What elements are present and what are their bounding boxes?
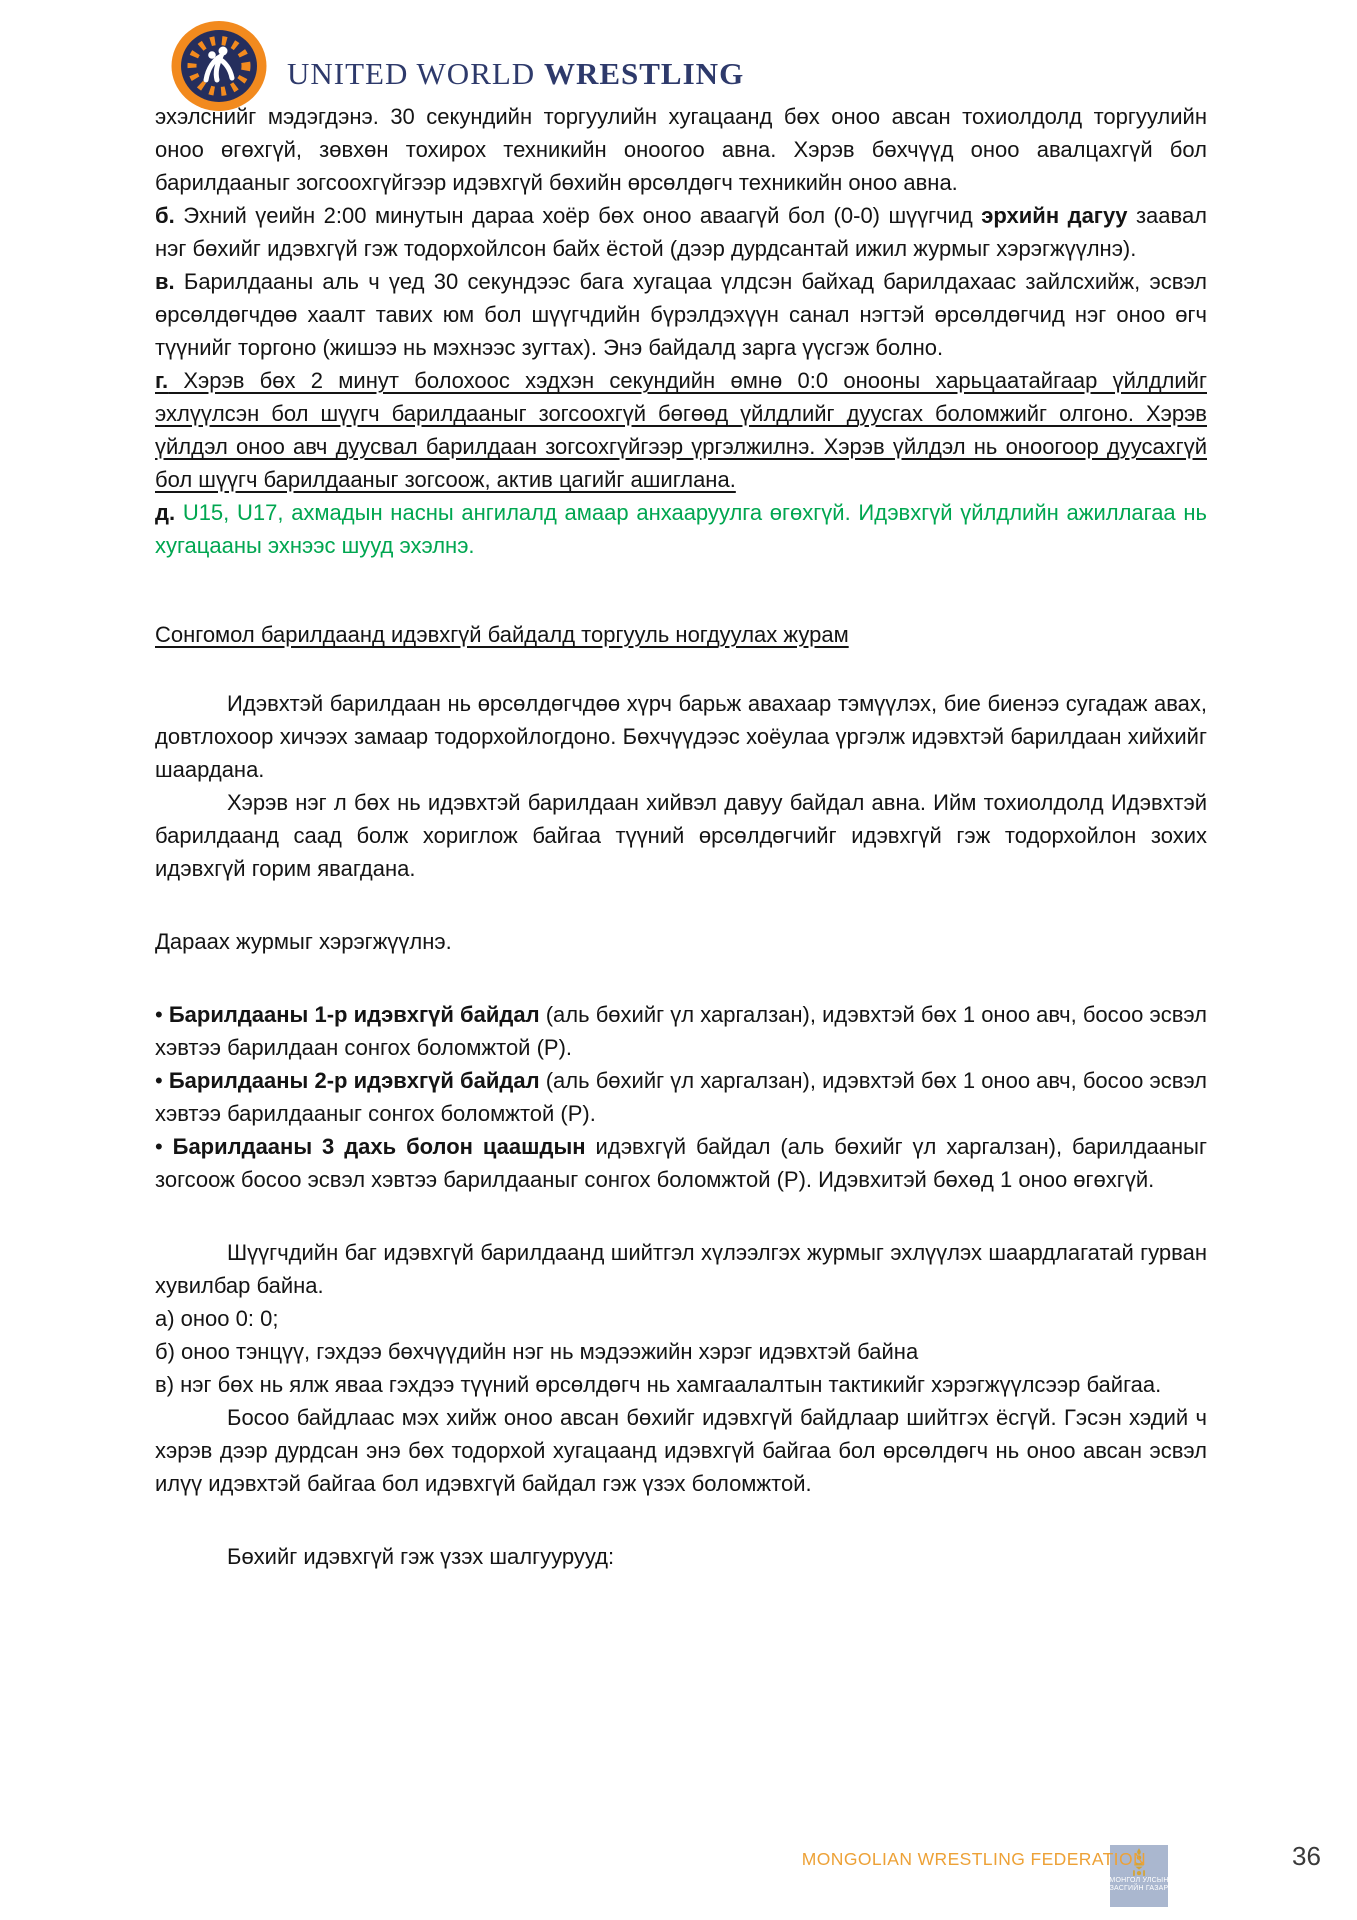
- paragraph-g: г. Хэрэв бөх 2 минут болохоос хэдхэн секундийн өмнө 0:0 онооны харьцаатайгаар үйлдлийг эхлүүлсэн бол шүүгч барилдааныг зогсоохгүй бөгөөд үйлдлийг дуусгах боломжийг олгоно. Хэрэв үйлдэл оноо авч дуусвал барилдаан зогсохгүйгээр үргэлжилнэ. Хэрэв үйлдэл нь оноогоор дуусахгүй бол шүүгч барилдааныг зогсоож, актив цагийг ашиглана.: [155, 368, 1207, 492]
- list-item-b: б) оноо тэнцүү, гэхдээ бөхчүүдийн нэг нь мэдээжийн хэрэг идэвхтэй байна: [155, 1339, 919, 1364]
- page-number: 36: [1292, 1841, 1321, 1871]
- government-logo-text-line2: ЗАСГИЙН ГАЗАР: [1109, 1885, 1169, 1892]
- government-logo-text-line1: МОНГОЛ УЛСЫН: [1109, 1877, 1169, 1884]
- federation-name: MONGOLIAN WRESTLING FEDERATION: [801, 1849, 1146, 1869]
- list-item-a: а) оноо 0: 0;: [155, 1306, 279, 1331]
- paragraph-d: д. U15, U17, ахмадын насны ангилалд амаар анхааруулга өгөхгүй. Идэвхгүй үйлдлийн ажиллагаа нь хугацааны эхнээс шууд эхэлнэ.: [155, 500, 1208, 558]
- uww-logo-icon: [170, 20, 268, 112]
- paragraph-b: б. Эхний үеийн 2:00 минутын дараа хоёр бөх оноо аваагүй бол (0-0) шүүгчид эрхийн дагуу заавал нэг бөхийг идэвхгүй гэж тодорхойлсон байх ёстой (дээр дурдсантай ижил журмыг хэрэгжүүлнэ).: [155, 203, 1208, 261]
- bullet-passivity-3: • Барилдааны 3 дахь болон цаашдын идэвхгүй байдал (аль бөхийг үл харгалзан), барилдааныг зогсоож босоо эсвэл хэвтээ барилдааныг сонгох боломжтой (Р). Идэвхитэй бөхөд 1 оноо өгөхгүй.: [155, 1134, 1207, 1192]
- paragraph-a-continuation: эхэлснийг мэдэгдэнэ. 30 секундийн торгуулийн хугацаанд бөх оноо авсан тохиолдолд торгуулийн оноо өгөхгүй, зөвхөн тохирох техникийн оноогоо авна. Хэрэв бөхчүүд оноо авалцахгүй бол барилдааныг зогсоохгүйгээр идэвхгүй бөхийн өрсөлдөгч техникийн оноо авна.: [155, 104, 1207, 195]
- paragraph-advantage: Хэрэв нэг л бөх нь идэвхтэй барилдаан хийвэл давуу байдал авна. Ийм тохиолдолд Идэвхтэй барилдаанд саад болж хориглож байгаа түүний өрсөлдөгчийг идэвхгүй гэж тодорхойлон зохих идэвхгүй горим явагдана.: [155, 790, 1207, 881]
- uww-wordmark-bold: WRESTLING: [543, 56, 745, 91]
- paragraph-active-definition: Идэвхтэй барилдаан нь өрсөлдөгчдөө хүрч барьж авахаар тэмүүлэх, бие биенээ сугадаж авах, довтлохоор хичээх замаар тодорхойлогдоно. Бөхчүүдээс хоёулаа үргэлж идэвхтэй барилдаан хийхийг шаардана.: [155, 691, 1207, 782]
- uww-wordmark: [287, 56, 744, 92]
- uww-wordmark-regular: UNITED WORLD: [287, 56, 536, 91]
- paragraph-referee-variants: Шүүгчдийн баг идэвхгүй барилдаанд шийтгэл хүлээлгэх журмыг эхлүүлэх шаардлагатай гурван хувилбар байна.: [155, 1240, 1207, 1298]
- government-logo-text: [1109, 1877, 1168, 1893]
- bullet-passivity-2: • Барилдааны 2-р идэвхгүй байдал (аль бөхийг үл харгалзан), идэвхтэй бөх 1 оноо авч, босоо эсвэл хэвтээ барилдааныг сонгох боломжтой (Р).: [155, 1068, 1207, 1126]
- bullet-passivity-1: • Барилдааны 1-р идэвхгүй байдал (аль бөхийг үл харгалзан), идэвхтэй бөх 1 оноо авч, босоо эсвэл хэвтээ барилдаан сонгох боломжтой (Р).: [155, 1002, 1207, 1060]
- list-item-v: в) нэг бөх нь ялж яваа гэхдээ түүний өрсөлдөгч нь хамгаалалтын тактикийг хэрэгжүүлсээр байгаа.: [155, 1372, 1162, 1397]
- section-heading: Сонгомол барилдаанд идэвхгүй байдалд торгууль ногдуулах журам: [155, 622, 849, 647]
- paragraph-rules-intro: Дараах журмыг хэрэгжүүлнэ.: [155, 929, 452, 954]
- paragraph-criteria-intro: Бөхийг идэвхгүй гэж үзэх шалгуурууд:: [227, 1544, 615, 1569]
- document-body: [155, 100, 1207, 1573]
- paragraph-v: в. Барилдааны аль ч үед 30 секундээс бага хугацаа үлдсэн байхад барилдахаас зайлсхийж, эсвэл өрсөлдөгчдөө хаалт тавих юм бол шүүгчдийн бүрэлдэхүүн санал нэгтэй өрсөлдөгчид нэг оноо өгч түүнийг торгоно (жишээ нь мэхнээс зугтах). Энэ байдалд зарга үүсгэж болно.: [155, 269, 1207, 360]
- paragraph-standing-exception: Босоо байдлаас мэх хийж оноо авсан бөхийг идэвхгүй байдлаар шийтгэх ёсгүй. Гэсэн хэдий ч хэрэв дээр дурдсан энэ бөх тодорхой хугацаанд идэвхгүй байгаа бол өрсөлдөгч нь оноо авсан эсвэл илүү идэвхтэй байгаа бол идэвхгүй байдал гэж үзэх боломжтой.: [155, 1405, 1207, 1496]
